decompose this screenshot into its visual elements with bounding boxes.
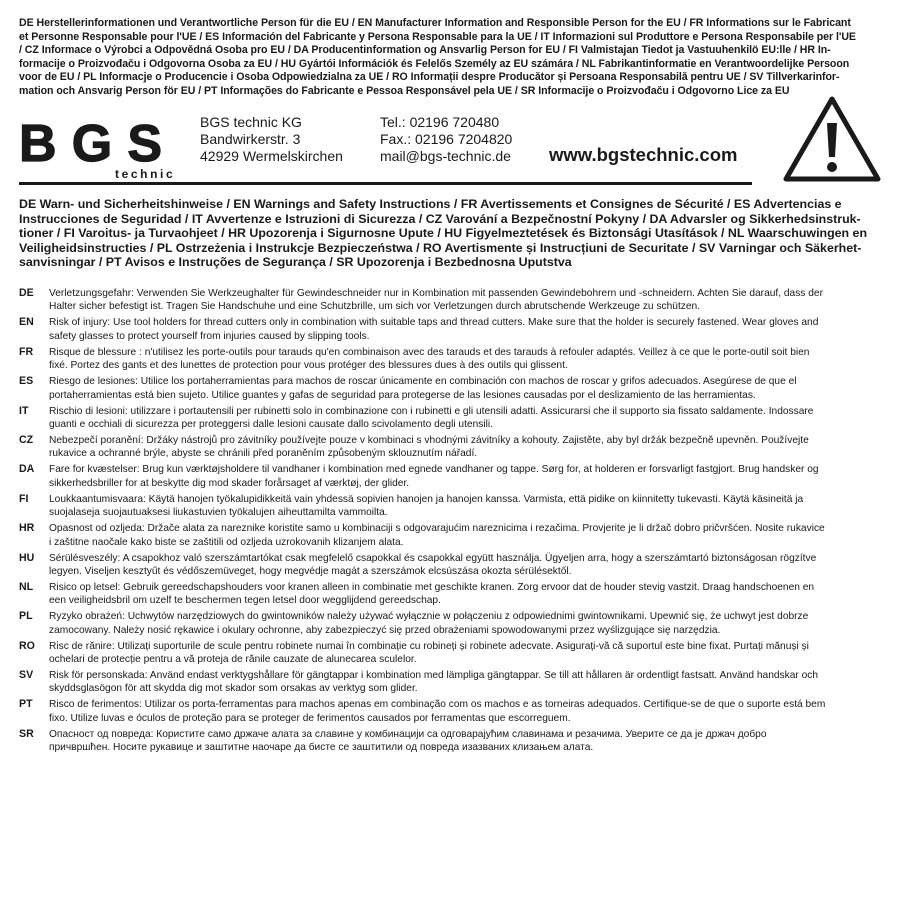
language-code: SR <box>19 727 34 740</box>
logo-subtext: technic <box>115 166 176 181</box>
list-item <box>19 728 881 757</box>
company-contacts <box>380 114 512 165</box>
warning-text: Risc de rănire: Utilizați suporturile de scule pentru robinete numai în combinație cu robineți și robinete adecvate. Asigurați-vă că suportul este bine fixat. Purtați mănuși și ochelari de protecție pentru a vă proteja de rănile cauzate de alunecarea sculelor. <box>49 640 809 666</box>
language-code: NL <box>19 580 34 593</box>
warning-text: Verletzungsgefahr: Verwenden Sie Werkzeughalter für Gewindeschneider nur in Kombination mit passenden Gewindebohrern und -schneidern. Achten Sie darauf, dass der Halter sicher befestigt ist. Tragen Sie Handschuhe und eine Schutzbrille, um sich vor Verletzungen durch abrutschende Werkzeuge zu schützen. <box>49 288 823 313</box>
logo-letters: BGS <box>19 114 163 173</box>
company-website[interactable]: www.bgstechnic.com <box>549 143 738 165</box>
warning-text: Opasnost od ozljeda: Držače alata za nareznike koristite samo u kombinaciji s odgovarajućim nareznicima i rezačima. Provjerite je li držač dobro pričvršćen. Nosite rukavice i zaštitne naočale kako biste se zaštitili od ozljeda uzrokovanih klizanjem alata. <box>49 523 825 548</box>
warning-text: Ryzyko obrażeń: Uchwytów narzędziowych do gwintowników należy używać wyłącznie w połączeniu z odpowiednimi gwintownikami. Upewnić się, że uchwyt jest dobrze zamocowany. Należy nosić rękawice i okulary ochronne, aby zabezpieczyć się przed obrażeniami spowodowanymi przez wyślizgujące się narzędzia. <box>49 611 809 636</box>
document-page <box>19 17 881 754</box>
list-item <box>19 669 881 698</box>
manufacturer-info-heading: DE Herstellerinformationen und Verantwortliche Person für die EU / EN Manufacturer Information and Responsible Person for the EU / FR Informations sur le Fabricant et Personne Responsable pour l'UE / ES Información del Fabricante y Persona Responsable para la UE / IT Informazioni sul Produttore e Persona Responsabile per l'UE / CZ Informace o Výrobci a Odpovědná Osoba pro EU / DA Producentinformation og Ansvarlig Person for EU / FI Valmistajan Tiedot ja Vastuuhenkilö EU:lle / HR In- formacije o Proizvođaču i Odgovorna Osoba za EU / HU Gyártói Információk és Felelős Személy az EU számára / NL Fabrikantinformatie en Verantwoordelijke Persoon voor de EU / PL Informacje o Producencie i Osoba Odpowiedzialna za UE / RO Informații despre Producător și Persoana Responsabilă pentru UE / SV Tillverkarinfor- mation och Ansvarig Person för EU / PT Informações do Fabricante e Pessoa Responsável pela UE / SR Informacije o Proizvođaču i Odgovorno Lice za EU <box>19 17 856 97</box>
warning-text: Risk of injury: Use tool holders for thread cutters only in combination with suitable taps and thread cutters. Make sure that the holder is securely fastened. Wear gloves and safety glasses to protect yourself from injuries caused by slipping tools. <box>49 317 819 342</box>
language-code: FI <box>19 492 29 505</box>
warning-text: Risque de blessure : n'utilisez les porte-outils pour tarauds qu'en combinaison avec des tarauds et des tarauds à refouler adaptés. Veillez à ce que le porte-outil soit bien fixé. Portez des gants et des lunettes de protection pour vous protéger des blessures dues à des outils qui glissent. <box>49 346 810 372</box>
list-item <box>19 493 881 522</box>
warning-text: Sérülésveszély: A csapokhoz való szerszámtartókat csak megfelelő csapokkal és csapokkal együtt használja. Ügyeljen arra, hogy a szerszámtartó biztonságosan rögzítve legyen. Viseljen kesztyűt és védőszemüveget, hogy megvédje magát a szerszámok elcsúszása okozta sérülésektől. <box>49 552 817 577</box>
company-city: 42929 Wermelskirchen <box>200 147 343 164</box>
language-code: DA <box>19 463 35 476</box>
language-code: PT <box>19 698 33 711</box>
warning-triangle-icon <box>783 95 881 183</box>
language-code: PL <box>19 610 33 623</box>
list-item <box>19 434 881 463</box>
warning-text: Risk för personskada: Använd endast verktygshållare för gängtappar i kombination med lämpliga gängtappar. Se till att hållaren är ordentligt fastsatt. Använd handskar och skyddsglasögon för att skydda dig mot skador som orsakas av verktyg som glider. <box>49 670 819 695</box>
warning-text: Risco de ferimentos: Utilizar os porta-ferramentas para machos apenas em combinação com os machos e as torneiras adequados. Certifique-se de que o suporte está bem fixo. Utilize luvas e óculos de proteção para se proteger de ferimentos causados por ferramentas que escorreguem. <box>49 699 826 724</box>
language-code: DE <box>19 287 34 299</box>
list-item <box>19 640 881 669</box>
warning-text: Risico op letsel: Gebruik gereedschapshouders voor kranen alleen in combinatie met geschikte kranen. Zorg ervoor dat de houder stevig vastzit. Draag handschoenen en een veiligheidsbril om uzelf te beschermen tegen letsel door wegglijdend gereedschap. <box>49 581 815 607</box>
list-item <box>19 405 881 434</box>
language-code: HU <box>19 551 35 564</box>
warnings-list <box>19 287 881 757</box>
list-item <box>19 316 881 345</box>
list-item <box>19 698 881 727</box>
language-code: FR <box>19 345 34 358</box>
language-code: IT <box>19 404 29 417</box>
list-item <box>19 346 881 375</box>
list-item <box>19 552 881 581</box>
company-mail[interactable]: mail@bgs-technic.de <box>380 147 511 164</box>
language-code: ES <box>19 375 34 388</box>
company-name: BGS technic KG <box>200 113 302 130</box>
warning-text: Опасност од повреда: Користите само држаче алата за славине у комбинацији са одговарајућим славинама и резачима. Уверите се да је држач добро причвршћен. Носите рукавице и заштитне наочаре да бисте се заштитили од повреда изазваних клизањем алата. <box>49 728 767 754</box>
list-item <box>19 610 881 639</box>
warning-text: Loukkaantumisvaara: Käytä hanojen työkalupidikkeitä vain yhdessä sopivien hanojen ja hanojen kanssa. Varmista, että pidike on kiinnitetty tukevasti. Käytä käsineitä ja suojalaseja suojautuaksesi liukastuvien työkalujen aiheuttamilta vammoilta. <box>49 493 804 519</box>
language-code: SV <box>19 669 34 682</box>
list-item <box>19 522 881 551</box>
company-address <box>200 114 343 165</box>
company-fax: Fax.: 02196 7204820 <box>380 130 513 147</box>
divider <box>19 182 752 185</box>
warning-text: Nebezpečí poranění: Držáky nástrojů pro závitníky používejte pouze v kombinaci s vhodnými závitníky a kohouty. Zajistěte, aby byl držák bezpečně upevněn. Používejte rukavice a ochranné brýle, abyste se chránili před poraněním způsobeným sklouznutím nářadí. <box>49 434 809 460</box>
list-item <box>19 375 881 404</box>
list-item <box>19 581 881 610</box>
language-code: EN <box>19 316 34 329</box>
warning-text: Riesgo de lesiones: Utilice los portaherramientas para machos de roscar únicamente en combinación con machos de roscar y grifos adecuados. Asegúrese de que el portaherramientas está bien sujeto. Utilice guantes y gafas de seguridad para protegerse de las lesiones causadas por el deslizamiento de las herramientas. <box>49 376 797 401</box>
language-code: CZ <box>19 433 34 446</box>
language-code: RO <box>19 639 35 652</box>
language-code: HR <box>19 522 35 535</box>
list-item <box>19 287 881 316</box>
safety-instructions-heading: DE Warn- und Sicherheitshinweise / EN Warnings and Safety Instructions / FR Avertissements et Consignes de Sécurité / ES Advertencias e Instrucciones de Seguridad / IT Avvertenze e Istruzioni di Sicurezza / CZ Varování a Bezpečnostní Pokyny / DA Advarsler og Sikkerhedsinstruk- tioner / FI Varoitus- ja Turvaohjeet / HR Upozorenja i Sigurnosne Upute / HU Figyelmeztetések és Biztonsági Utasítások / NL Waarschuwingen en Veiligheidsinstructies / PL Ostrzeżenia i Instrukcje Bezpieczeństwa / RO Avertismente și Instrucțiuni de Securitate / SV Varningar och Säkerhet- sanvisningar / PT Avisos e Instruções de Segurança / SR Upozorenja i Bezbednosna Uputstva <box>19 197 868 270</box>
company-tel: Tel.: 02196 720480 <box>380 113 500 130</box>
contact-block <box>19 111 881 179</box>
company-street: Bandwirkerstr. 3 <box>200 130 301 147</box>
warning-text: Rischio di lesioni: utilizzare i portautensili per rubinetti solo in combinazione con i rubinetti e gli utensili adatti. Assicurarsi che il supporto sia fissato saldamente. Indossare guanti e occhiali di sicurezza per proteggersi dalle lesioni causate dallo scivolamento degli utensili. <box>49 405 814 430</box>
list-item <box>19 463 881 492</box>
bgs-technic-logo <box>19 114 176 185</box>
warning-text: Fare for kvæstelser: Brug kun værktøjsholdere til vandhaner i kombination med egnede vandhaner og tappe. Sørg for, at holderen er forsvarligt fastgjort. Brug handsker og sikkerhedsbriller for at beskytte dig mod skader forårsaget af værktøj, der glider. <box>49 464 819 489</box>
